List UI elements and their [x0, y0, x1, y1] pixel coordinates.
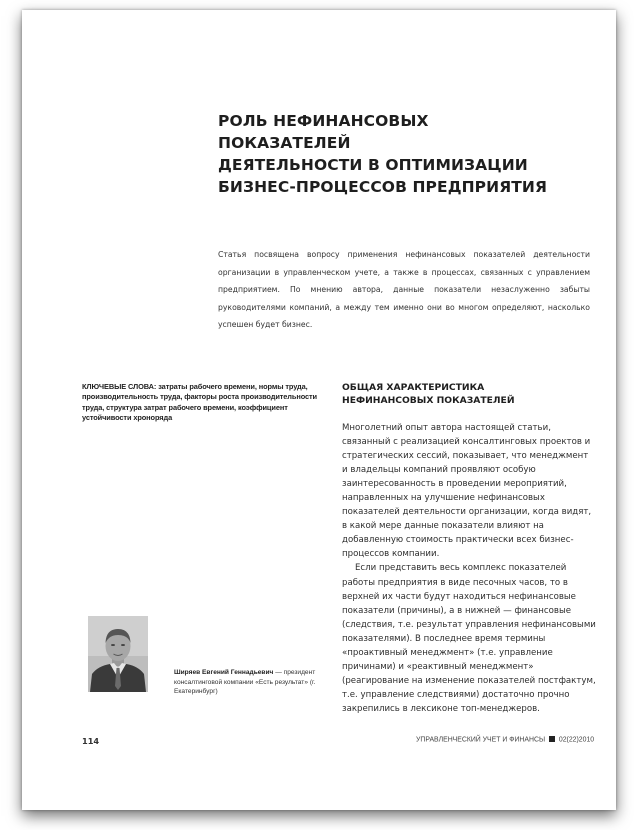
article-body [342, 421, 596, 716]
section-heading [342, 382, 592, 407]
article-title [218, 110, 548, 198]
title-line: РОЛЬ НЕФИНАНСОВЫХ ПОКАЗАТЕЛЕЙ [218, 112, 429, 152]
square-bullet-icon [549, 736, 555, 742]
body-paragraph: Если представить весь комплекс показателей работы предприятия в виде песочных часов, то в верхней их части будут находиться нефинансовые показатели (причины), а в нижней — финансовые (следствия, т.е. результат управления нефинансовыми показателями). В последнее время термины «проактивный менеджмент» (т.е. управление причинами) и «реактивный менеджмент» (реагирование на изменение показателей постфактум, т.е. управление следствиями) достаточно прочно закрепились в лексиконе топ-менеджеров. [342, 563, 596, 714]
section-heading-line: ОБЩАЯ ХАРАКТЕРИСТИКА [342, 382, 485, 393]
body-paragraph: Многолетний опыт автора настоящей статьи, связанный с реализацией консалтинговых проектов и стратегических сессий, показывает, что менеджмент и владельцы компаний проявляют особую заинтересованность в проведении мероприятий, направленных на улучшение нефинансовых показателей деятельности организации, когда видят, в какой мере данные показатели влияют на добавленную стоимость практически всех бизнес-процессов компании. [342, 423, 592, 560]
author-description: — президент консалтинговой компании «Есть результат» (г. Екатеринбург) [174, 669, 316, 696]
journal-footer [416, 736, 594, 744]
title-line: БИЗНЕС-ПРОЦЕССОВ ПРЕДПРИЯТИЯ [218, 178, 548, 196]
page-number: 114 [82, 736, 100, 746]
journal-name: УПРАВЛЕНЧЕСКИЙ УЧЕТ И ФИНАНСЫ [416, 736, 546, 744]
author-info [174, 668, 326, 697]
author-photo [88, 616, 148, 692]
journal-issue: 02(22)2010 [558, 736, 595, 744]
author-name: Ширяев Евгений Геннадьевич [174, 669, 274, 676]
section-heading-line: НЕФИНАНСОВЫХ ПОКАЗАТЕЛЕЙ [342, 394, 515, 406]
title-line: ДЕЯТЕЛЬНОСТИ В ОПТИМИЗАЦИИ [218, 156, 528, 174]
magazine-page [22, 10, 616, 810]
author-portrait-image [88, 616, 148, 692]
article-abstract: Статья посвящена вопросу применения нефинансовых показателей деятельности организации в управленческом учете, а также в процессах, связанных с управлением предприятием. По мнению автора, данные показатели незаслуженно забыты руководителями компаний, а между тем именно они во многом определяют, насколько успешен будет бизнес. [218, 250, 590, 329]
keywords: КЛЮЧЕВЫЕ СЛОВА: затраты рабочего времени, нормы труда, производительность труда, факторы роста производительности труда, структура затрат рабочего времени, коэффициент устойчивости хронорядa [82, 382, 318, 422]
